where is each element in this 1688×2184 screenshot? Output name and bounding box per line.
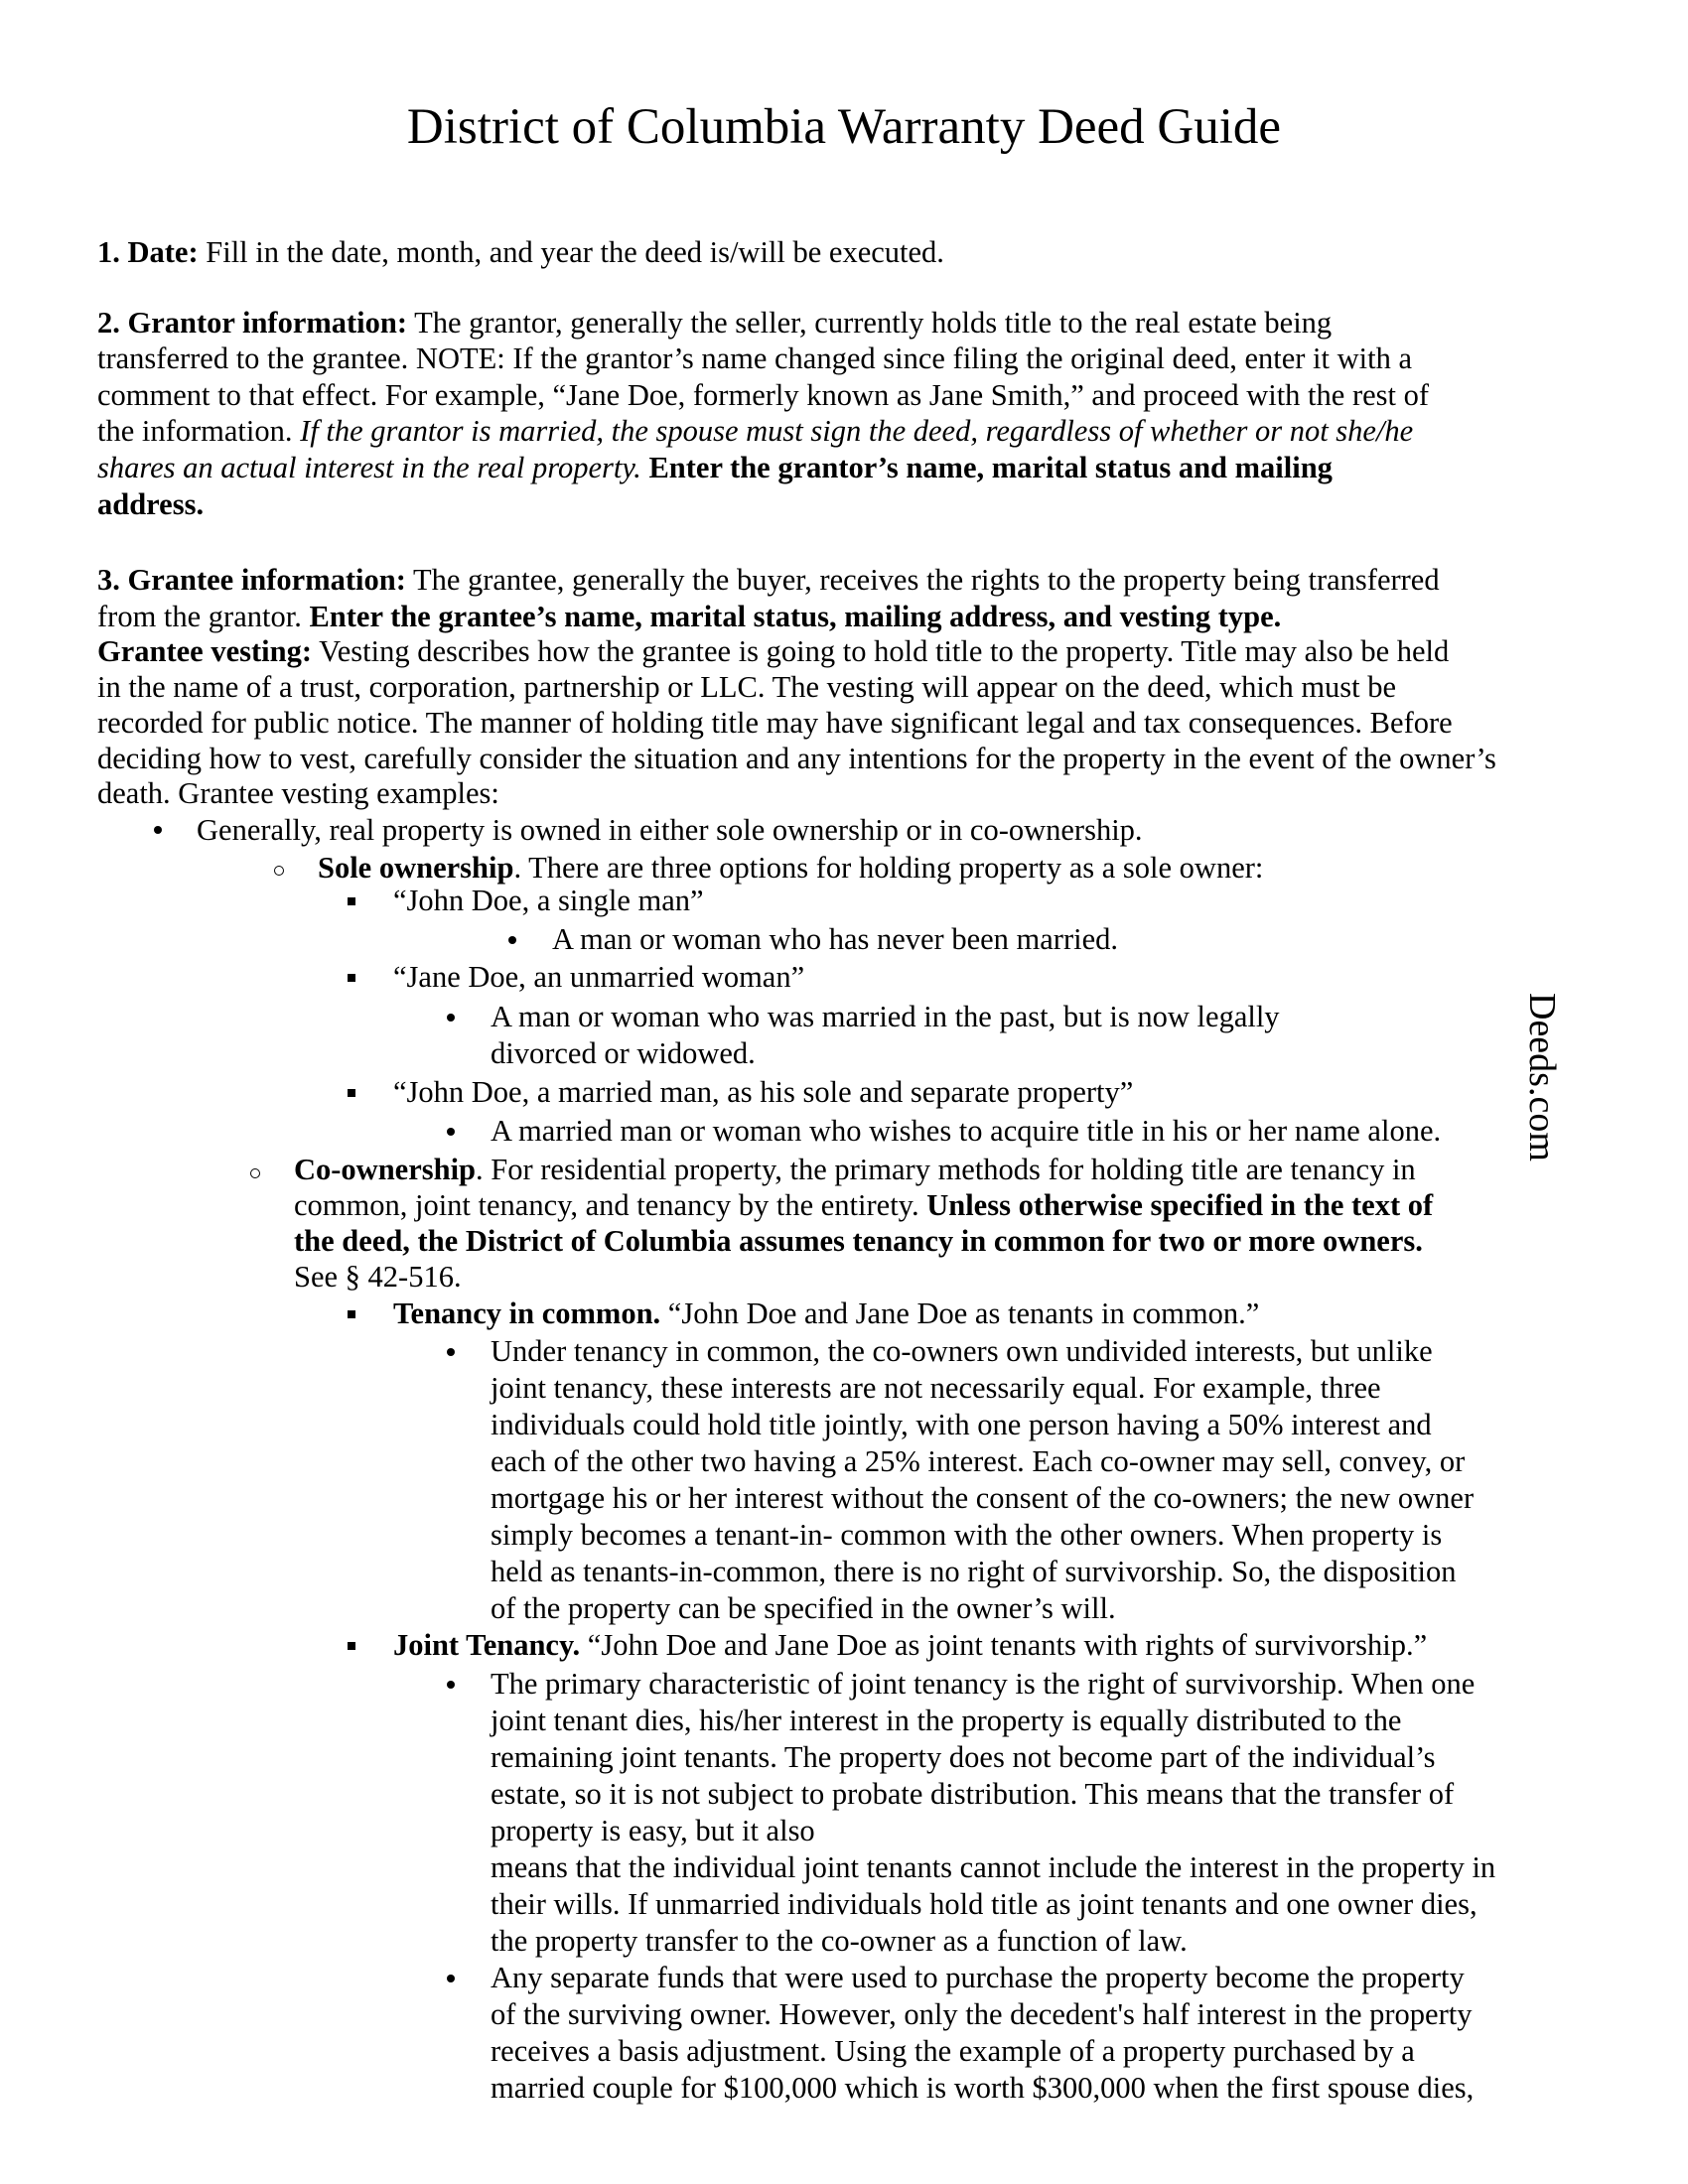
tic-desc-line: joint tenancy, these interests are not necessarily equal. For example, three <box>491 1371 1381 1405</box>
co-ownership-line-4: See § 42-516. <box>294 1260 462 1294</box>
vesting-label: Grantee vesting: <box>97 634 312 668</box>
bullet-dot <box>447 1348 455 1356</box>
co-ownership-line-1: Co-ownership. For residential property, the primary methods for holding title are tenancy in <box>294 1153 1416 1186</box>
jt-desc-line: married couple for $100,000 which is worth $300,000 when the first spouse dies, <box>491 2071 1475 2105</box>
bullet-square <box>348 974 355 982</box>
joint-tenancy-item: Joint Tenancy. “John Doe and Jane Doe as joint tenants with rights of survivorship.” <box>393 1628 1428 1662</box>
jt-desc-line: of the surviving owner. However, only the decedent's half interest in the property <box>491 1997 1473 2031</box>
jt-desc-line: The primary characteristic of joint tenancy is the right of survivorship. When one <box>491 1667 1476 1701</box>
tic-desc-line: individuals could hold title jointly, with one person having a 50% interest and <box>491 1408 1432 1441</box>
section-date-label: 1. Date: <box>97 235 199 269</box>
bullet-dot <box>447 1128 455 1136</box>
grantee-label: 3. Grantee information: <box>97 563 406 597</box>
vesting-line-2: in the name of a trust, corporation, partnership or LLC. The vesting will appear on the deed, which must be <box>97 670 1397 704</box>
tic-desc-line: of the property can be specified in the owner’s will. <box>491 1591 1116 1625</box>
section-date-text: Fill in the date, month, and year the deed is/will be executed. <box>198 235 944 269</box>
jt-desc-line: the property transfer to the co-owner as a function of law. <box>491 1924 1188 1958</box>
sole-ownership-item: Sole ownership. There are three options for holding property as a sole owner: <box>318 851 1264 885</box>
bullet-square <box>348 1642 355 1650</box>
grantor-line-4: the information. If the grantor is married, the spouse must sign the deed, regardless of whether or not she/he <box>97 414 1414 448</box>
co-ownership-line-2: common, joint tenancy, and tenancy by the entirety. Unless otherwise specified in the text of <box>294 1188 1434 1222</box>
tic-desc-line: mortgage his or her interest without the consent of the co-owners; the new owner <box>491 1481 1475 1515</box>
vesting-line-5: death. Grantee vesting examples: <box>97 776 499 810</box>
bullet-square <box>348 1310 355 1318</box>
bullet-square <box>348 1089 355 1097</box>
list-item: divorced or widowed. <box>491 1036 756 1070</box>
grantee-line-1: 3. Grantee information: The grantee, generally the buyer, receives the rights to the property being transferred <box>97 563 1440 597</box>
bullet-dot <box>508 936 516 944</box>
bullet-ring <box>250 1168 260 1178</box>
tic-desc-line: Under tenancy in common, the co-owners own undivided interests, but unlike <box>491 1334 1433 1368</box>
vesting-line-4: deciding how to vest, carefully consider the situation and any intentions for the property in the event of the owner’s <box>97 742 1496 775</box>
jt-desc-line: means that the individual joint tenants cannot include the interest in the property in <box>491 1850 1496 1884</box>
jt-desc-line: receives a basis adjustment. Using the example of a property purchased by a <box>491 2034 1415 2068</box>
jt-desc-line: their wills. If unmarried individuals hold title as joint tenants and one owner dies, <box>491 1887 1477 1921</box>
vesting-line-3: recorded for public notice. The manner of holding title may have significant legal and tax consequences. Before <box>97 706 1453 740</box>
jt-desc-line: joint tenant dies, his/her interest in the property is equally distributed to the <box>491 1704 1402 1737</box>
grantor-line-3: comment to that effect. For example, “Jane Doe, formerly known as Jane Smith,” and proceed with the rest of <box>97 378 1430 412</box>
list-item: A man or woman who was married in the past, but is now legally <box>491 1000 1280 1033</box>
co-ownership-line-3: the deed, the District of Columbia assumes tenancy in common for two or more owners. <box>294 1224 1423 1258</box>
bullet-dot <box>447 1014 455 1022</box>
tenancy-in-common-item: Tenancy in common. “John Doe and Jane Doe as tenants in common.” <box>393 1297 1260 1330</box>
list-item: A man or woman who has never been married. <box>552 922 1118 956</box>
bullet-dot <box>154 826 162 834</box>
grantor-line-5: shares an actual interest in the real property. Enter the grantor’s name, marital status and mailing <box>97 451 1333 484</box>
jt-desc-line: estate, so it is not subject to probate distribution. This means that the transfer of <box>491 1777 1455 1811</box>
list-item: “John Doe, a married man, as his sole and separate property” <box>393 1075 1134 1109</box>
grantor-line-2: transferred to the grantee. NOTE: If the grantor’s name changed since filing the original deed, enter it with a <box>97 341 1412 375</box>
list-item: A married man or woman who wishes to acquire title in his or her name alone. <box>491 1114 1442 1148</box>
grantor-line-6: address. <box>97 487 205 521</box>
list-item: Generally, real property is owned in either sole ownership or in co-ownership. <box>197 813 1143 847</box>
vesting-line-1: Grantee vesting: Vesting describes how the grantee is going to hold title to the property. Title may also be held <box>97 634 1450 668</box>
page-title: District of Columbia Warranty Deed Guide <box>406 99 1282 155</box>
grantor-label: 2. Grantor information: <box>97 306 408 340</box>
bullet-dot <box>447 1975 455 1982</box>
tic-desc-line: each of the other two having a 25% interest. Each co-owner may sell, convey, or <box>491 1444 1466 1478</box>
jt-desc-line: Any separate funds that were used to purchase the property become the property <box>491 1961 1465 1994</box>
list-item: “John Doe, a single man” <box>393 884 704 917</box>
bullet-dot <box>447 1681 455 1689</box>
list-item: “Jane Doe, an unmarried woman” <box>393 960 805 994</box>
section-date <box>97 234 944 270</box>
bullet-square <box>348 897 355 905</box>
tic-desc-line: held as tenants-in-common, there is no right of survivorship. So, the disposition <box>491 1555 1457 1588</box>
bullet-ring <box>274 866 284 876</box>
jt-desc-line: property is easy, but it also <box>491 1814 815 1847</box>
grantee-line-2: from the grantor. Enter the grantee’s name, marital status, mailing address, and vesting type. <box>97 600 1282 633</box>
grantor-line-1: 2. Grantor information: The grantor, generally the seller, currently holds title to the real estate being <box>97 306 1333 340</box>
tic-desc-line: simply becomes a tenant-in- common with the other owners. When property is <box>491 1518 1443 1552</box>
jt-desc-line: remaining joint tenants. The property does not become part of the individual’s <box>491 1740 1436 1774</box>
side-watermark: Deeds.com <box>1521 993 1563 1161</box>
